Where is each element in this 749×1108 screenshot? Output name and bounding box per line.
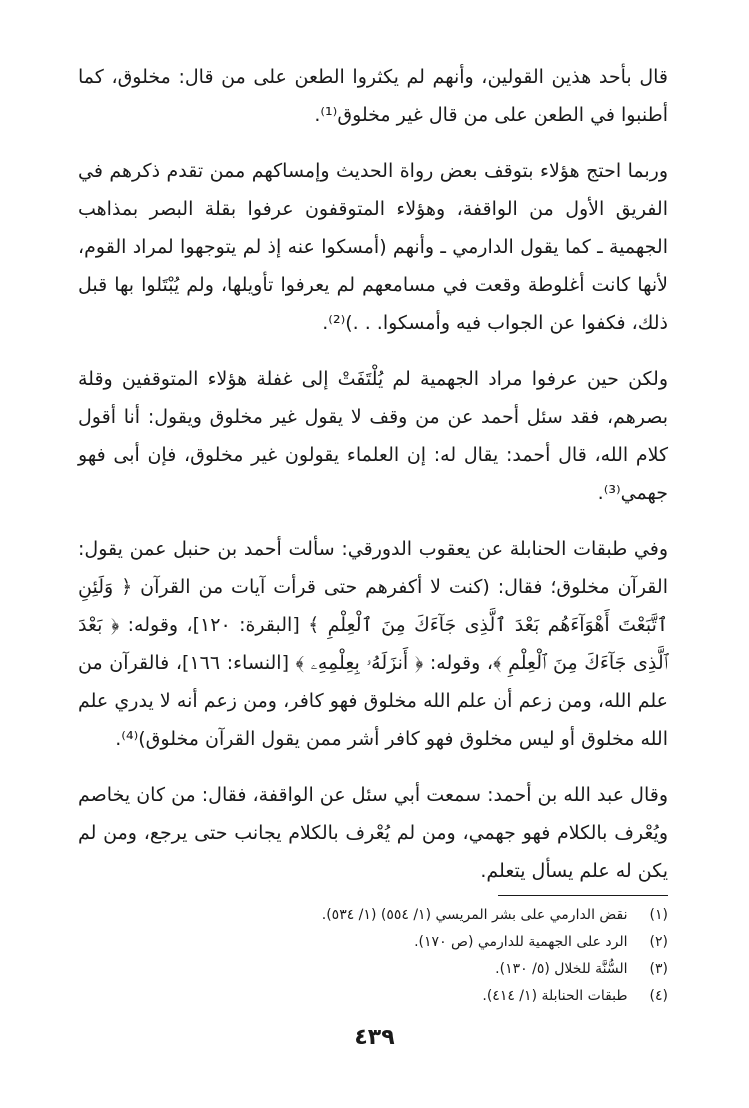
- footnote-number: (١): [649, 907, 668, 923]
- footnote-number: (٣): [649, 961, 668, 977]
- paragraph-3: ولكن حين عرفوا مراد الجهمية لم يُلْتَفَتْ إلى غفلة هؤلاء المتوقفين وقلة بصرهم، فقد سئل أحمد عن من وقف لا يقول غير مخلوق ويقول: أنا أقول كلام الله، قال أحمد: يقال له: إن العلماء يقولون غير مخلوق، فإن أبى فهو جهمي⁽³⁾.: [78, 368, 668, 504]
- paragraph-4: وفي طبقات الحنابلة عن يعقوب الدورقي: سألت أحمد بن حنبل عمن يقول: القرآن مخلوق؛ فقال: (كنت لا أكفرهم حتى قرأت آيات من القرآن ﴿ وَلَئِنِ ٱتَّبَعْتَ أَهْوَآءَهُم بَعْدَ ٱلَّذِى جَآءَكَ مِنَ ٱلْعِلْمِ ﴾ [البقرة: ١٢٠]، وقوله: ﴿ بَعْدَ ٱلَّذِى جَآءَكَ مِنَ ٱلْعِلْمِ ﴾، وقوله: ﴿ أَنزَلَهُۥ بِعِلْمِهِۦ ﴾ [النساء: ١٦٦]، فالقرآن من علم الله، ومن زعم أن علم الله مخلوق فهو كافر، ومن زعم أنه لا يدري علم الله مخلوق أو ليس مخلوق فهو كافر أشر ممن يقول القرآن مخلوق)⁽⁴⁾.: [78, 538, 669, 750]
- paragraph-2: وربما احتج هؤلاء بتوقف بعض رواة الحديث وإمساكهم ممن تقدم ذكرهم في الفريق الأول من الواقفة، وهؤلاء المتوقفون عرفوا بقلة البصر بمذاهب الجهمية ـ كما يقول الدارمي ـ وأنهم (أمسكوا عنه إذ لم يتوجهوا لمراد القوم، لأنها كانت أغلوطة وقعت في مسامعهم لم يعرفوا تأويلها، ولم يُبْتَلوا بها قبل ذلك، فكفوا عن الجواب فيه وأمسكوا. . .)⁽²⁾.: [78, 160, 668, 334]
- footnote-number: (٤): [649, 988, 668, 1004]
- footnote-divider: [498, 895, 668, 896]
- footnote-text: طبقات الحنابلة (١/ ٤١٤).: [482, 988, 628, 1004]
- footnote-item: [78, 956, 668, 983]
- footnotes: [78, 895, 668, 1010]
- footnote-text: السُّنَّة للخلال (٥/ ١٣٠).: [495, 961, 628, 977]
- paragraph-5: وقال عبد الله بن أحمد: سمعت أبي سئل عن الواقفة، فقال: من كان يخاصم ويُعْرف بالكلام فهو جهمي، ومن لم يُعْرف بالكلام يجانب حتى يرجع، ومن لم يكن له علم يسأل يتعلم.: [78, 784, 668, 882]
- footnote-text: الرد على الجهمية للدارمي (ص ١٧٠).: [414, 934, 628, 950]
- footnote-item: [78, 983, 668, 1010]
- page-body: [78, 58, 668, 890]
- footnote-item: [78, 929, 668, 956]
- footnote-list: [78, 902, 668, 1010]
- footnote-item: [78, 902, 668, 929]
- footnote-number: (٢): [649, 934, 668, 950]
- page-number: ٤٣٩: [354, 1025, 395, 1050]
- footnote-text: نقض الدارمي على بشر المريسي (١/ ٥٥٤) (١/ ٥٣٤).: [321, 907, 628, 923]
- paragraph-1: قال بأحد هذين القولين، وأنهم لم يكثروا الطعن على من قال: مخلوق، كما أطنبوا في الطعن على من قال غير مخلوق⁽¹⁾.: [78, 66, 668, 126]
